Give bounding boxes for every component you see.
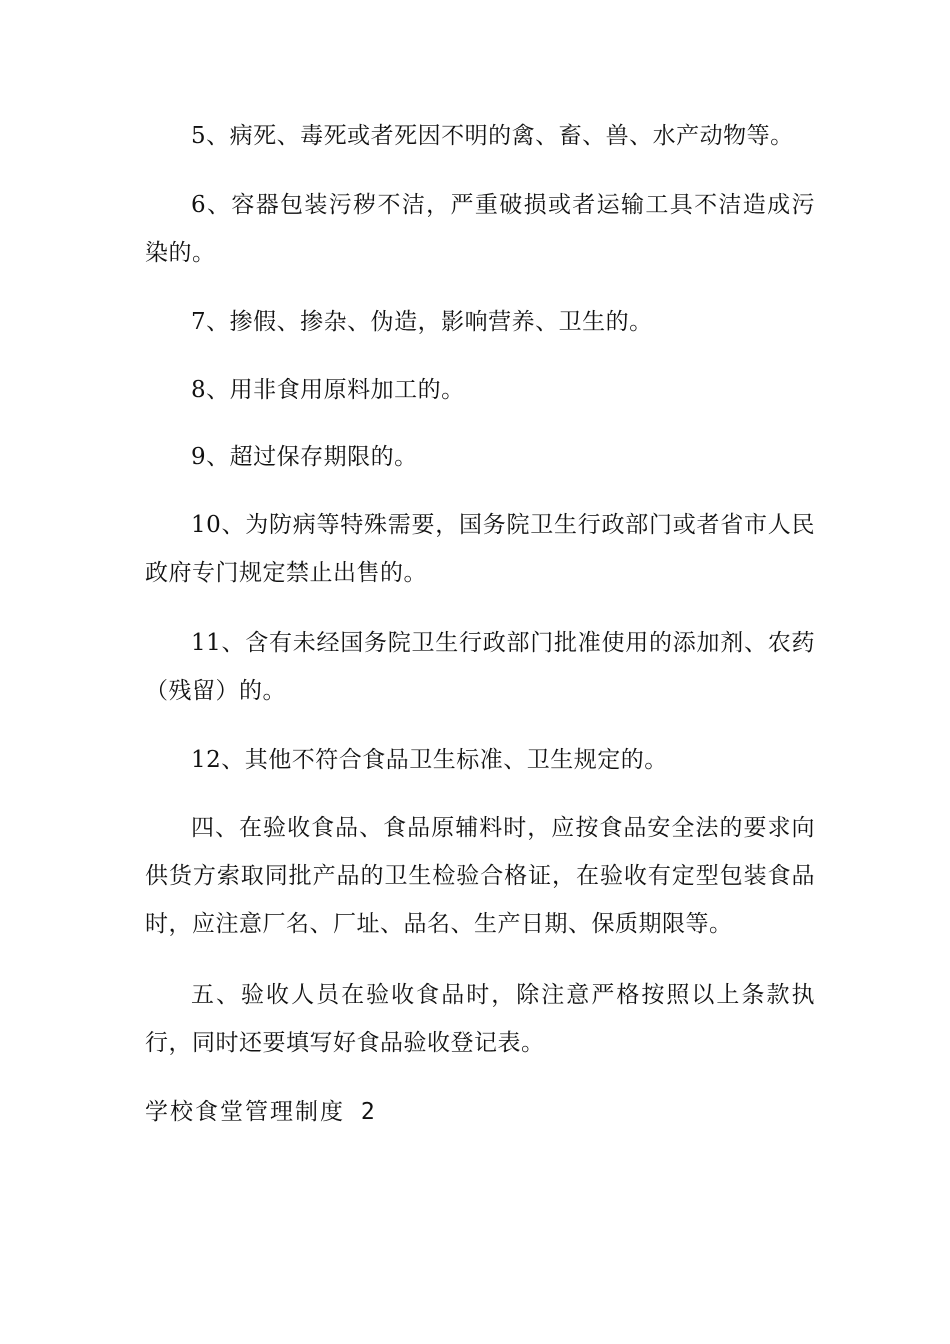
paragraph-item-11: 11、含有未经国务院卫生行政部门批准使用的添加剂、农药（残留）的。 bbox=[145, 630, 815, 704]
paragraph-item-7: 7、掺假、掺杂、伪造，影响营养、卫生的。 bbox=[191, 309, 653, 335]
paragraph-section-four: 四、在验收食品、食品原辅料时，应按食品安全法的要求向供货方索取同批产品的卫生检验合格证，在验收有定型包装食品时，应注意厂名、厂址、品名、生产日期、保质期限等。 bbox=[145, 815, 815, 937]
paragraph-item-9: 9、超过保存期限的。 bbox=[191, 444, 418, 470]
paragraph-item-5: 5、病死、毒死或者死因不明的禽、畜、兽、水产动物等。 bbox=[191, 123, 794, 149]
paragraph-item-12: 12、其他不符合食品卫生标准、卫生规定的。 bbox=[191, 747, 668, 773]
paragraph-item-8: 8、用非食用原料加工的。 bbox=[191, 377, 465, 403]
paragraph-section-five: 五、验收人员在验收食品时，除注意严格按照以上条款执行，同时还要填写好食品验收登记表。 bbox=[145, 982, 815, 1056]
paragraph-item-6: 6、容器包装污秽不洁，严重破损或者运输工具不洁造成污染的。 bbox=[145, 192, 815, 266]
section-heading: 学校食堂管理制度 2 bbox=[145, 1099, 377, 1125]
paragraph-item-10: 10、为防病等特殊需要，国务院卫生行政部门或者省市人民政府专门规定禁止出售的。 bbox=[145, 512, 815, 586]
